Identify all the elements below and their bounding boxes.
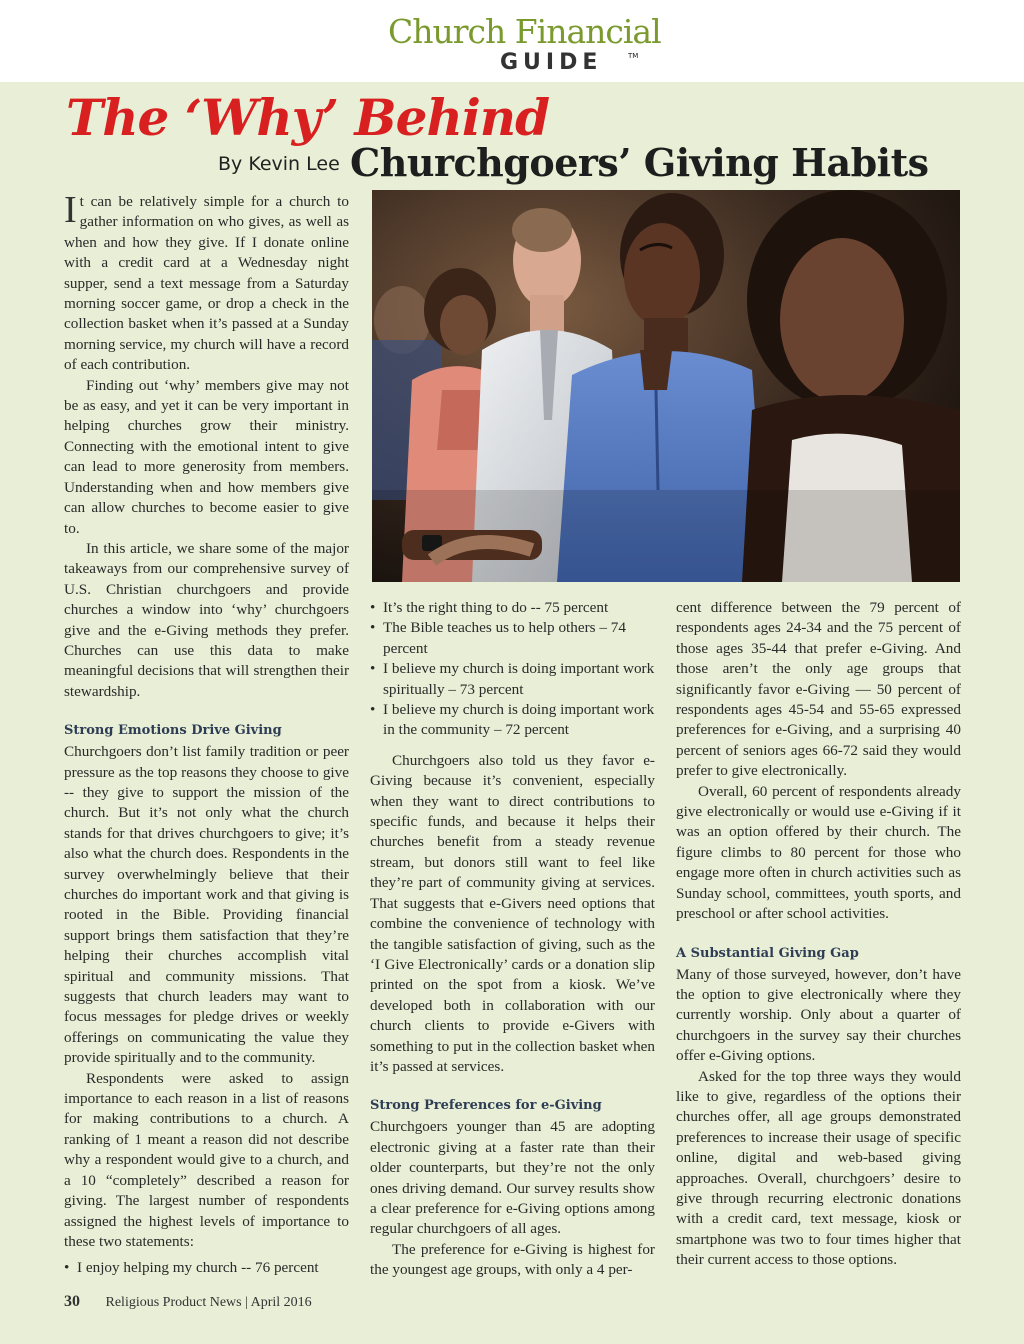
article-column-1 (64, 189, 349, 1279)
subhead-strong-emotions: Strong Emotions Drive Giving (64, 723, 282, 739)
paragraph-8: The preference for e-Giving is highest for the youngest age groups, with only a 4 per- (370, 1240, 655, 1279)
article-title-line1: The ‘Why’ Behind (66, 88, 550, 147)
header-band (0, 0, 1024, 82)
paragraph-4: Churchgoers don’t list family tradition or peer pressure as the top reasons they choose to give -- they give to support the mission of the church. But it’s not only what the church stands for that drives churchgoers to give; it’s also what the church does. Respondents in the survey overwhelmingly believe that their churches do important work and that giving is rooted in the Bible. Providing financial support brings them satisfaction that they’re helping their churches accomplish vital spiritual and community missions. That suggests that church leaders may want to focus messages for pledge drives or weekly offerings on communicating the value they provide spiritually and to the community. (64, 743, 349, 1067)
paragraph-1-text: t can be relatively simple for a church to gather information on who gives, as well as when and how they give. If I donate online with a credit card at a Wednesday night supper, send a text message from a Saturday morning soccer game, or drop a check in the collection basket when it’s passed at a Sunday morning service, my church will have a record of each contribution. (64, 193, 349, 374)
paragraph-3: In this article, we share some of the major takeaways from our comprehensive survey of U.S. Christian churchgoers and provide churches a window into ‘why’ churchgoers give and the e-Giving methods they prefer. Churches can use this data to make meaningful decisions that will strengthen their stewardship. (64, 539, 349, 700)
paragraph-7: Churchgoers younger than 45 are adopting electronic giving at a faster rate than their older counterparts, but they’re not the only ones driving demand. Our survey results show a clear preference for e-Giving options among regular churchgoers of all ages. (370, 1118, 655, 1238)
paragraph-9: cent difference between the 79 percent of respondents ages 24-34 and the 75 percent of those ages 35-44 that prefer e-Giving. And those aren’t the only age groups that significantly favor e-Giving — 50 percent of respondents ages 45-54 and 55-65 expressed preferences for e-Giving, and a surprising 40 percent of seniors ages 66-72 said they would prefer to give electronically. (676, 599, 961, 780)
subhead-giving-gap: A Substantial Giving Gap (676, 945, 859, 961)
list-item: • It’s the right thing to do -- 75 percent (370, 598, 655, 618)
paragraph-intro (64, 189, 349, 376)
article-title-line2: Churchgoers’ Giving Habits (350, 140, 929, 185)
paragraph-2: Finding out ‘why’ members give may not be as easy, and yet it can be very important in helping churches grow their ministry. Connecting with the emotional intent to give can lead to more generosity from members. Understanding when and how members give can allow churches to become easier to give to. (64, 376, 349, 537)
byline: By Kevin Lee (218, 153, 340, 175)
churchgoers-photo (372, 190, 960, 582)
subhead-strong-preferences: Strong Preferences for e-Giving (370, 1098, 602, 1114)
paragraph-11: Many of those surveyed, however, don’t have the option to give electronically where they currently worship. Only about a quarter of churchgoers in the survey say their churches offer e-Giving options. (676, 965, 961, 1065)
church-financial-guide-logo (388, 12, 661, 75)
logo-tm: TM (628, 52, 639, 60)
list-item: • The Bible teaches us to help others – 74 percent (370, 618, 655, 659)
page-footer (64, 1293, 312, 1311)
page-number: 30 (64, 1293, 80, 1310)
reasons-list-part-1 (64, 1258, 349, 1278)
publication-info: Religious Product News | April 2016 (105, 1295, 312, 1310)
article-column-2 (370, 598, 655, 1281)
churchgoers-photo-illustration (372, 190, 960, 582)
list-item: • I enjoy helping my church -- 76 percent (64, 1258, 349, 1278)
paragraph-10: Overall, 60 percent of respondents already give electronically or would use e-Giving if it was an option offered by their church. The figure climbs to 80 percent for those who engage more often in church activities such as Sunday school, committees, youth sports, and preschool or after school activities. (676, 782, 961, 923)
article-column-3 (676, 598, 961, 1271)
reasons-list-part-2 (370, 598, 655, 741)
list-item: • I believe my church is doing important work spiritually – 73 percent (370, 659, 655, 700)
paragraph-12: Asked for the top three ways they would like to give, regardless of the options their churches offer, all age groups demonstrated preferences to increase their usage of specific online, digital and web-based giving approaches. Overall, churchgoers’ desire to give through recurring electronic donations with a credit card, text message, kiosk or smartphone was two to four times higher that their current access to those options. (676, 1067, 961, 1269)
paragraph-6: Churchgoers also told us they favor e-Giving because it’s convenient, especially when they want to direct contributions to specific funds, and because it helps their churches benefit from a steady revenue stream, but donors still want to feel like they’re part of community giving at services. That suggests that e-Givers need options that combine the convenience of technology with the tangible satisfaction of giving, such as the ‘I Give Electronically’ cards or a donation slip printed on the spot from a kiosk. We’ve developed both in collaboration with our church clients to provide e-Givers with something to put in the collection basket when it’s passed at services. (370, 751, 655, 1075)
drop-cap: I (64, 189, 77, 231)
paragraph-5: Respondents were asked to assign importance to each reason in a list of reasons for making contributions to a church. A ranking of 1 meant a reason did not describe why a respondent would give to a church, and a 10 “completely” described a reason for giving. The largest number of respondents assigned the highest levels of importance to these two statements: (64, 1069, 349, 1250)
list-item: • I believe my church is doing important work in the community – 72 percent (370, 700, 655, 741)
logo-line2: GUIDE (500, 50, 603, 75)
logo-line1: Church Financial (388, 12, 661, 51)
